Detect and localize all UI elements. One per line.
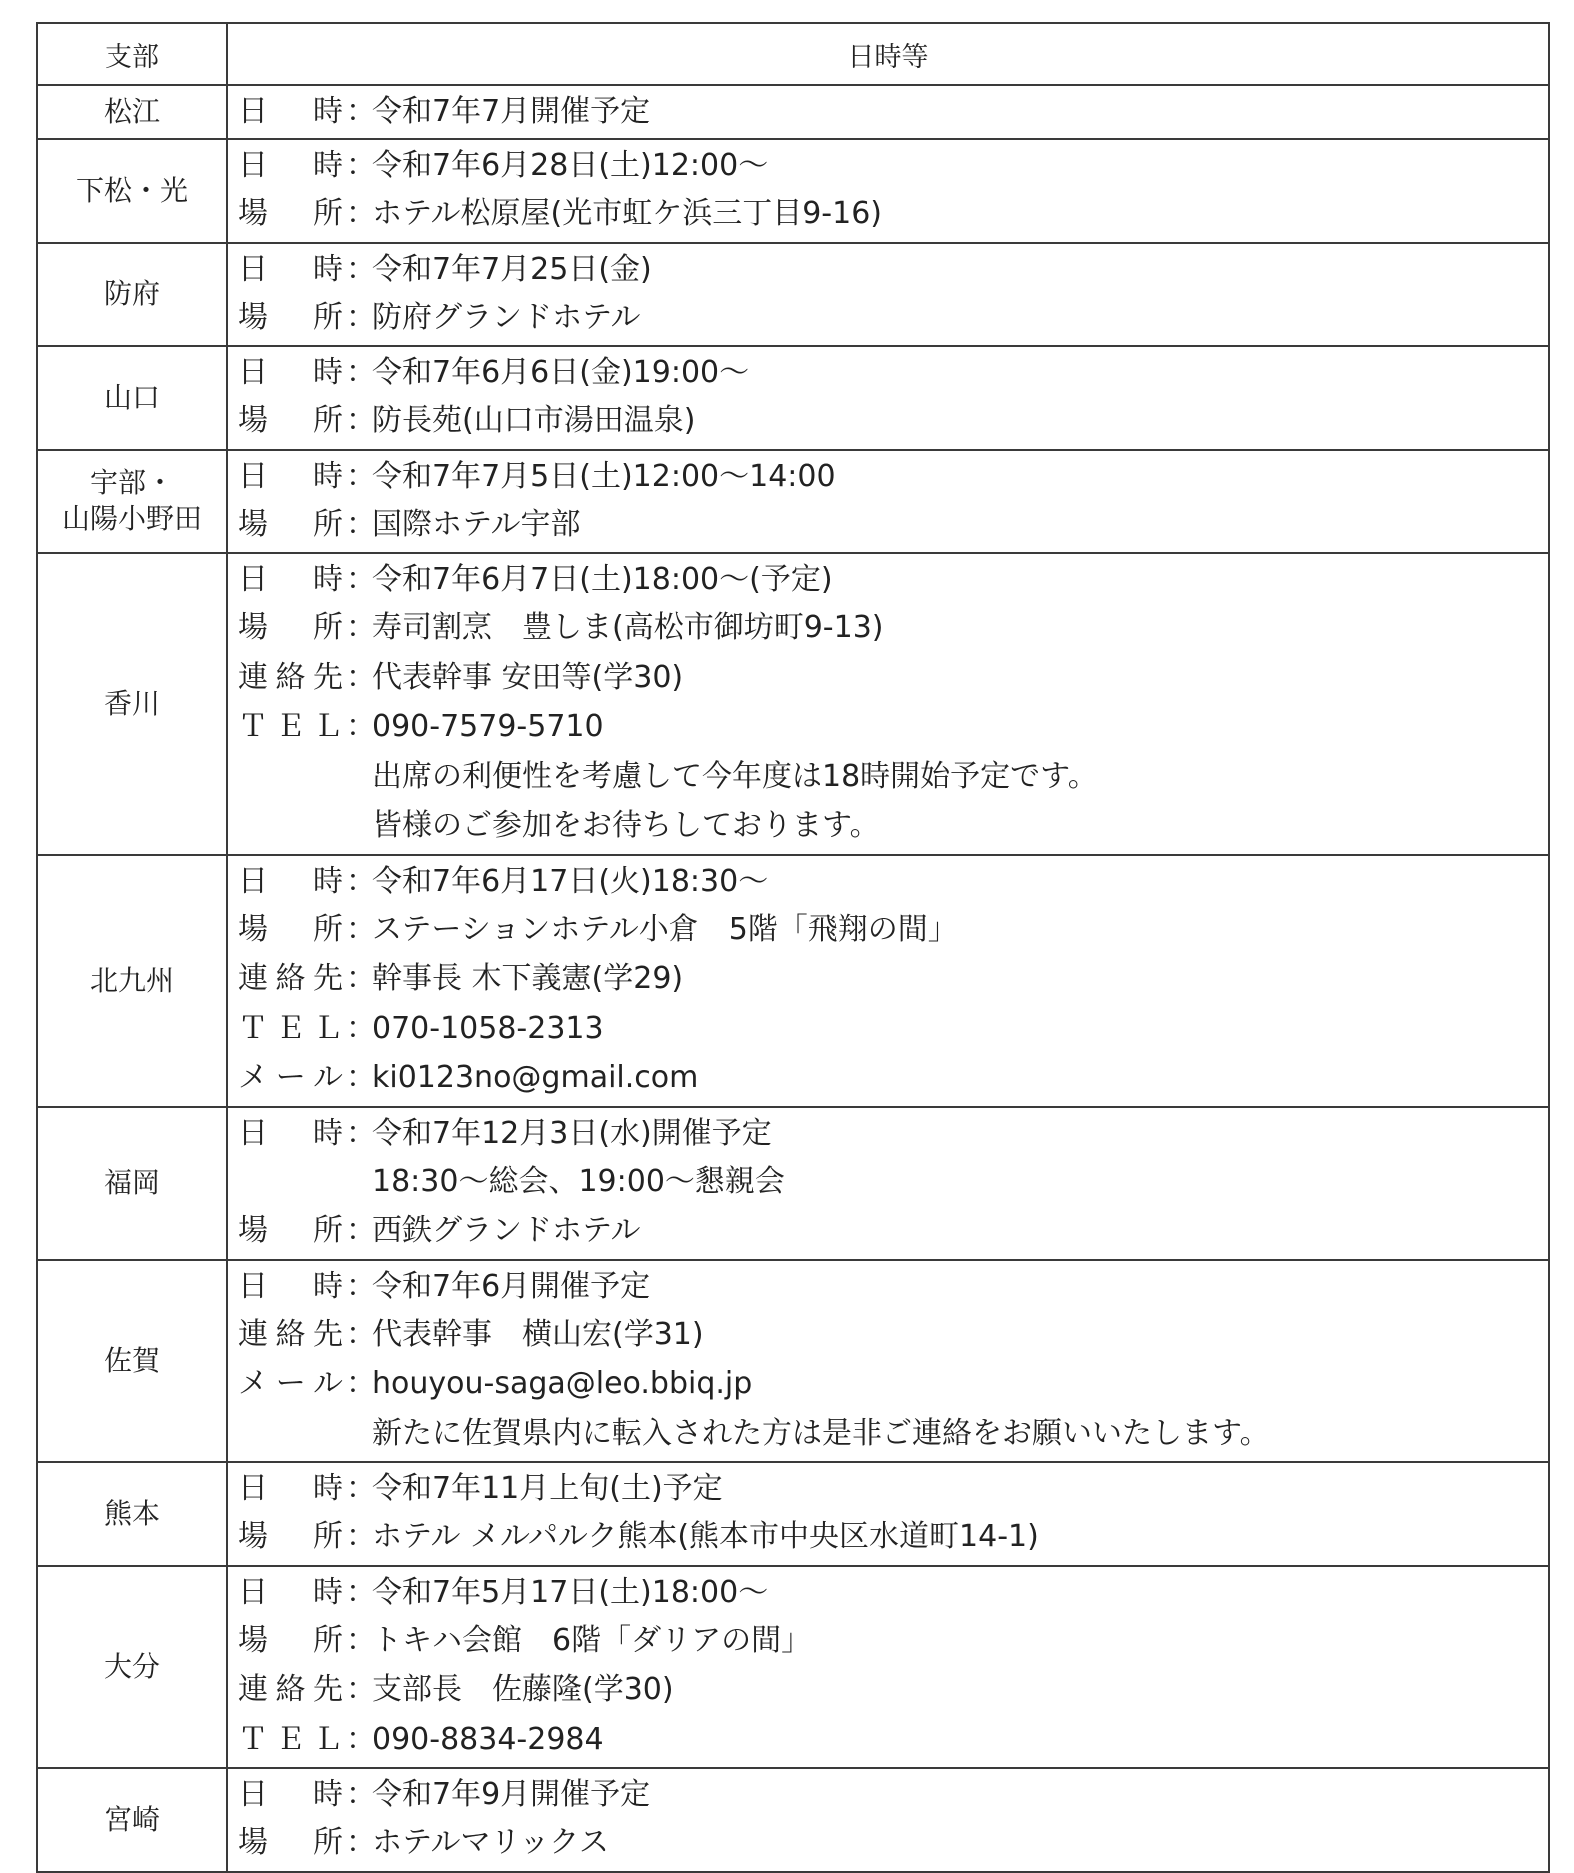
detail-label <box>238 189 376 239</box>
detail-value: 西鉄グランドホテル <box>372 1213 641 1248</box>
detail-label <box>238 1715 376 1765</box>
detail-value: 18:30～総会、19:00～懇親会 <box>372 1163 785 1199</box>
branch-name-line: 佐賀 <box>103 1343 160 1377</box>
detail-label-colon: ： <box>346 1825 376 1860</box>
detail-label-text: 場 所 <box>238 196 343 231</box>
detail-label <box>238 954 376 1004</box>
detail-value: 070-1058-2313 <box>372 1010 604 1046</box>
detail-line <box>238 293 1548 343</box>
detail-label-text: ＴＥＬ <box>238 709 343 744</box>
detail-value: 代表幹事 横山宏(学31) <box>372 1316 704 1352</box>
detail-value: 支部長 佐藤隆(学30) <box>372 1672 674 1707</box>
detail-label-colon: ： <box>346 299 376 335</box>
detail-label-text: 連絡先 <box>238 1672 343 1707</box>
detail-line <box>238 396 1548 446</box>
detail-value: 幹事長 木下義憲(学29) <box>372 961 684 996</box>
detail-label-text: 日 時 <box>238 355 343 390</box>
detail-value: ホテルマリックス <box>372 1825 609 1860</box>
detail-label <box>238 1206 376 1256</box>
table-row <box>37 450 1549 554</box>
branch-name-line: 宮崎 <box>103 1802 160 1836</box>
detail-label <box>238 247 376 293</box>
branch-name <box>37 346 227 450</box>
detail-value: 代表幹事 安田等(学30) <box>372 659 684 695</box>
branch-name <box>37 85 227 139</box>
detail-note <box>238 1157 1548 1207</box>
branch-details <box>227 1768 1549 1872</box>
detail-value: 皆様のご参加をお待ちしております。 <box>372 808 880 843</box>
branch-name <box>37 1260 227 1463</box>
detail-label-colon: ： <box>346 1721 376 1757</box>
branch-name <box>37 1462 227 1566</box>
branch-details <box>227 553 1549 855</box>
branch-name <box>37 1768 227 1872</box>
detail-label-colon: ： <box>346 709 376 744</box>
detail-value: 令和7年7月開催予定 <box>372 94 651 129</box>
detail-label-colon: ： <box>346 1115 376 1151</box>
branch-name-line: 宇部・ <box>89 466 174 500</box>
detail-label-text: 連絡先 <box>238 1316 343 1352</box>
branch-name-line: 香川 <box>103 686 160 720</box>
detail-label <box>238 1466 376 1512</box>
detail-line <box>238 557 1548 603</box>
detail-label-text: 日 時 <box>238 458 343 494</box>
table-row <box>37 1566 1549 1769</box>
detail-value: 出席の利便性を考慮して今年度は18時開始予定です。 <box>372 758 1098 794</box>
branch-details <box>227 1566 1549 1769</box>
detail-label <box>238 859 376 905</box>
detail-label-colon: ： <box>346 251 376 287</box>
detail-label-text: 日 時 <box>238 148 343 183</box>
detail-label-text: 日 時 <box>238 1471 343 1506</box>
detail-value: 防府グランドホテル <box>372 299 641 335</box>
table-row <box>37 855 1549 1107</box>
detail-value: 令和7年6月28日(土)12:00～ <box>372 148 769 183</box>
detail-value: 防長苑(山口市湯田温泉) <box>372 403 696 438</box>
detail-label-colon: ： <box>346 1213 376 1248</box>
detail-label-text: 日 時 <box>238 1268 343 1304</box>
detail-label-text: 場 所 <box>238 403 343 438</box>
detail-label <box>238 557 376 603</box>
branch-name-line: 福岡 <box>103 1166 160 1199</box>
detail-label-colon: ： <box>346 1574 376 1610</box>
branch-name-line: 松江 <box>103 95 160 128</box>
detail-label <box>238 396 376 446</box>
branch-name-line: 北九州 <box>89 963 174 997</box>
detail-value: 令和7年11月上旬(土)予定 <box>372 1471 723 1506</box>
detail-label-text: 場 所 <box>238 1622 343 1658</box>
detail-label-colon: ： <box>346 196 376 231</box>
detail-label-colon: ： <box>346 659 376 695</box>
detail-label-text: ＴＥＬ <box>238 1721 343 1757</box>
detail-label-colon: ： <box>346 1519 376 1554</box>
table-row <box>37 1260 1549 1463</box>
detail-value: ホテル松原屋(光市虹ケ浜三丁目9-16) <box>372 196 882 231</box>
table-row <box>37 139 1549 243</box>
branch-name-line: 山陽小野田 <box>61 502 202 536</box>
branch-name-line: 熊本 <box>103 1496 160 1530</box>
detail-label-text: 場 所 <box>238 1825 343 1860</box>
detail-label <box>238 454 376 500</box>
detail-line <box>238 1310 1548 1360</box>
detail-label <box>238 143 376 189</box>
detail-label-text: 日 時 <box>238 1777 343 1812</box>
detail-label-colon: ： <box>346 94 376 129</box>
table-row <box>37 243 1549 347</box>
detail-label-text: メール <box>238 1366 343 1401</box>
detail-line <box>238 1772 1548 1818</box>
detail-label-text: 日 時 <box>238 1574 343 1610</box>
detail-value: 令和7年6月6日(金)19:00～ <box>372 355 750 390</box>
detail-line <box>238 89 1548 135</box>
table-header-row <box>37 23 1549 85</box>
header-details: 日時等 <box>227 23 1549 85</box>
detail-label <box>238 1053 376 1103</box>
detail-label-text: 場 所 <box>238 299 343 335</box>
detail-line <box>238 653 1548 703</box>
table-body <box>37 85 1549 1872</box>
detail-label-text: 場 所 <box>238 506 343 542</box>
detail-label-text: 日 時 <box>238 94 343 129</box>
detail-label-colon: ： <box>346 1366 376 1401</box>
detail-label <box>238 1665 376 1715</box>
detail-label <box>238 1111 376 1157</box>
branch-name-line: 下松・光 <box>75 173 188 207</box>
branch-name <box>37 553 227 855</box>
detail-label-colon: ： <box>346 911 376 947</box>
branch-name <box>37 243 227 347</box>
detail-value: 新たに佐賀県内に転入された方は是非ご連絡をお願いいたします。 <box>372 1415 1270 1451</box>
detail-line <box>238 1206 1548 1256</box>
detail-label <box>238 1264 376 1310</box>
detail-line <box>238 1004 1548 1054</box>
detail-label-text: メール <box>238 1060 343 1095</box>
detail-label-text: 日 時 <box>238 562 343 597</box>
detail-label-colon: ： <box>346 610 376 645</box>
detail-label <box>238 702 376 752</box>
detail-value: 令和7年6月17日(火)18:30～ <box>372 863 769 899</box>
detail-value: 令和7年7月25日(金) <box>372 251 652 287</box>
detail-value: ステーションホテル小倉 5階「飛翔の間」 <box>372 911 958 947</box>
detail-value: houyou-saga@leo.bbiq.jp <box>372 1366 753 1401</box>
detail-line <box>238 1359 1548 1409</box>
branch-details <box>227 450 1549 554</box>
branch-name <box>37 855 227 1107</box>
detail-label <box>238 1512 376 1562</box>
detail-line <box>238 1264 1548 1310</box>
detail-line <box>238 859 1548 905</box>
detail-value: 寿司割烹 豊しま(高松市御坊町9-13) <box>372 610 884 645</box>
detail-label <box>238 89 376 135</box>
detail-line <box>238 143 1548 189</box>
branch-schedule-sheet <box>36 22 1550 1873</box>
detail-label-colon: ： <box>346 506 376 542</box>
detail-label-text: 連絡先 <box>238 961 343 996</box>
detail-line <box>238 954 1548 1004</box>
detail-label-colon: ： <box>346 863 376 899</box>
detail-line <box>238 1466 1548 1512</box>
detail-line <box>238 1053 1548 1103</box>
detail-label-text: 場 所 <box>238 1213 343 1248</box>
table-row <box>37 553 1549 855</box>
detail-value: 090-7579-5710 <box>372 709 604 744</box>
detail-label <box>238 1359 376 1409</box>
detail-label-colon: ： <box>346 1777 376 1812</box>
detail-line <box>238 500 1548 550</box>
detail-label-text: ＴＥＬ <box>238 1010 343 1046</box>
detail-label-text: 場 所 <box>238 1519 343 1554</box>
detail-value: 令和7年6月開催予定 <box>372 1268 651 1304</box>
branch-name-line: 山口 <box>103 380 160 414</box>
detail-note <box>238 752 1548 802</box>
detail-value: 国際ホテル宇部 <box>372 506 581 542</box>
detail-label <box>238 603 376 653</box>
detail-line <box>238 454 1548 500</box>
detail-label-colon: ： <box>346 1672 376 1707</box>
detail-line <box>238 1111 1548 1157</box>
detail-value: 令和7年9月開催予定 <box>372 1777 651 1812</box>
branch-name <box>37 139 227 243</box>
detail-label <box>238 350 376 396</box>
detail-label <box>238 1772 376 1818</box>
detail-label <box>238 1570 376 1616</box>
branch-details <box>227 1462 1549 1566</box>
detail-line <box>238 350 1548 396</box>
table-row <box>37 1107 1549 1260</box>
detail-note <box>238 1409 1548 1459</box>
detail-label-colon: ： <box>346 1622 376 1658</box>
detail-label-text: 日 時 <box>238 251 343 287</box>
detail-label-colon: ： <box>346 1316 376 1352</box>
detail-note <box>238 801 1548 851</box>
branch-details <box>227 85 1549 139</box>
detail-line <box>238 1570 1548 1616</box>
branch-details <box>227 855 1549 1107</box>
detail-label <box>238 905 376 955</box>
table-row <box>37 1768 1549 1872</box>
detail-value: ホテル メルパルク熊本(熊本市中央区水道町14-1) <box>372 1519 1039 1554</box>
detail-label-colon: ： <box>346 148 376 183</box>
detail-label-text: 場 所 <box>238 610 343 645</box>
detail-label <box>238 500 376 550</box>
detail-value: 令和7年5月17日(土)18:00～ <box>372 1574 769 1610</box>
branch-schedule-table <box>36 22 1550 1873</box>
branch-details <box>227 243 1549 347</box>
detail-label-colon: ： <box>346 1010 376 1046</box>
branch-name <box>37 450 227 554</box>
detail-label-colon: ： <box>346 1268 376 1304</box>
detail-line <box>238 1512 1548 1562</box>
branch-details <box>227 1260 1549 1463</box>
detail-line <box>238 905 1548 955</box>
detail-value: 令和7年12月3日(水)開催予定 <box>372 1115 772 1151</box>
branch-name-line: 大分 <box>103 1649 160 1683</box>
detail-label-text: 連絡先 <box>238 659 343 695</box>
branch-name <box>37 1566 227 1769</box>
detail-line <box>238 189 1548 239</box>
detail-value: 090-8834-2984 <box>372 1721 604 1757</box>
detail-label <box>238 293 376 343</box>
branch-name-line: 防府 <box>103 277 160 311</box>
detail-label-colon: ： <box>346 355 376 390</box>
table-row <box>37 346 1549 450</box>
detail-label-colon: ： <box>346 458 376 494</box>
branch-details <box>227 139 1549 243</box>
detail-value: 令和7年6月7日(土)18:00～(予定) <box>372 562 833 597</box>
detail-line <box>238 603 1548 653</box>
detail-label <box>238 1004 376 1054</box>
detail-label-colon: ： <box>346 562 376 597</box>
branch-name <box>37 1107 227 1260</box>
detail-label-colon: ： <box>346 1060 376 1095</box>
detail-label <box>238 1616 376 1666</box>
detail-value: ki0123no@gmail.com <box>372 1060 699 1095</box>
detail-label-colon: ： <box>346 403 376 438</box>
detail-label-text: 場 所 <box>238 911 343 947</box>
detail-line <box>238 1616 1548 1666</box>
detail-line <box>238 1715 1548 1765</box>
detail-line <box>238 1665 1548 1715</box>
detail-label <box>238 1310 376 1360</box>
detail-line <box>238 702 1548 752</box>
detail-value: 令和7年7月5日(土)12:00～14:00 <box>372 458 836 494</box>
detail-value: トキハ会館 6階「ダリアの間」 <box>372 1622 812 1658</box>
detail-label-text: 日 時 <box>238 863 343 899</box>
table-row <box>37 1462 1549 1566</box>
detail-label-colon: ： <box>346 961 376 996</box>
table-row <box>37 85 1549 139</box>
branch-details <box>227 346 1549 450</box>
detail-label-colon: ： <box>346 1471 376 1506</box>
branch-details <box>227 1107 1549 1260</box>
header-branch: 支部 <box>37 23 227 85</box>
detail-label <box>238 653 376 703</box>
detail-line <box>238 247 1548 293</box>
detail-label-text: 日 時 <box>238 1115 343 1151</box>
